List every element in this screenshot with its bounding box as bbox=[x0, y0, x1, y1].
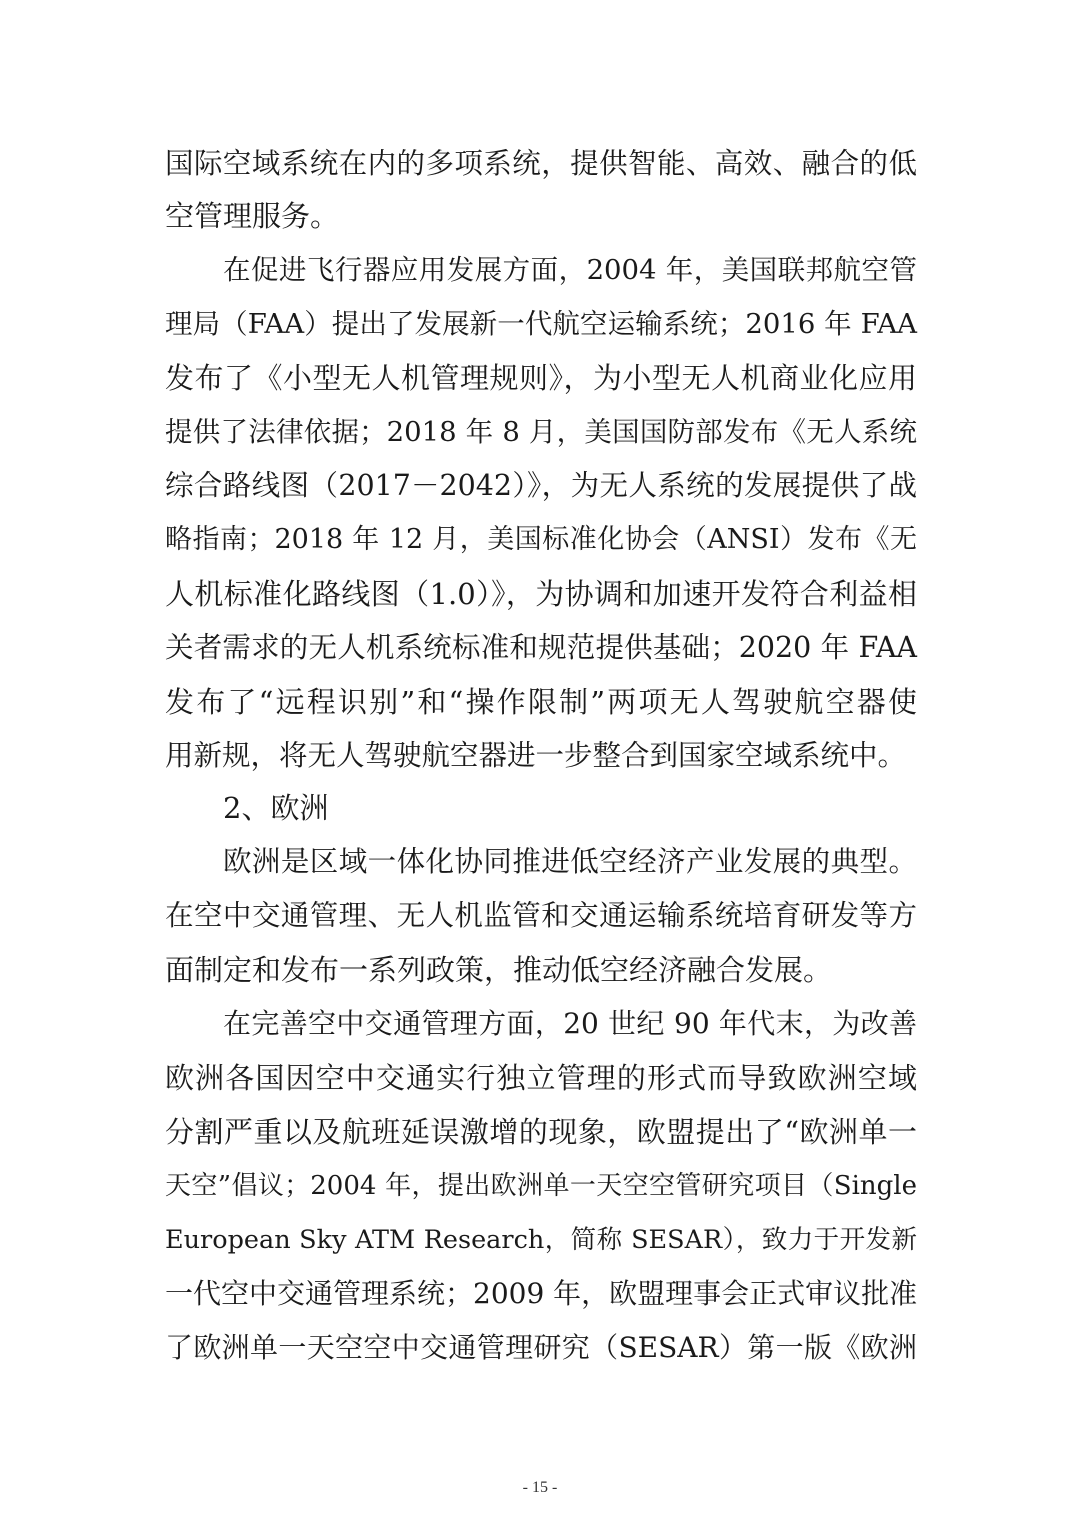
text-line: 欧洲是区域一体化协同推进低空经济产业发展的典型。 bbox=[223, 845, 917, 878]
section-heading: 2、欧洲 bbox=[223, 791, 329, 825]
text-line: 欧洲各国因空中交通实行独立管理的形式而导致欧洲空域 bbox=[165, 1061, 917, 1095]
text-line: 在空中交通管理、无人机监管和交通运输系统培育研发等方 bbox=[165, 899, 917, 932]
text-line: 发布了《小型无人机管理规则》，为小型无人机商业化应用 bbox=[165, 361, 917, 395]
text-line: 一代空中交通管理系统；2009 年，欧盟理事会正式审议批准 bbox=[165, 1277, 918, 1310]
text-line: 略指南；2018 年 12 月，美国标准化协会（ANSI）发布《无 bbox=[165, 524, 917, 555]
text-line: 空管理服务。 bbox=[165, 199, 340, 233]
text-line: 综合路线图（2017－2042）》，为无人系统的发展提供了战 bbox=[165, 469, 917, 502]
text-line: 在完善空中交通管理方面，20 世纪 90 年代末，为改善 bbox=[223, 1007, 917, 1040]
text-line: 国际空域系统在内的多项系统，提供智能、高效、融合的低 bbox=[165, 147, 917, 180]
text-line: 人机标准化路线图（1.0）》，为协调和加速开发符合利益相 bbox=[165, 577, 917, 611]
text-line: 发布了“远程识别”和“操作限制”两项无人驾驶航空器使 bbox=[165, 685, 917, 719]
text-line: 面制定和发布一系列政策，推动低空经济融合发展。 bbox=[165, 953, 833, 987]
text-line: 分割严重以及航班延误激增的现象，欧盟提出了“欧洲单一 bbox=[165, 1115, 917, 1149]
text-line: 关者需求的无人机系统标准和规范提供基础；2020 年 FAA bbox=[165, 631, 917, 664]
text-line: 在促进飞行器应用发展方面，2004 年，美国联邦航空管 bbox=[223, 254, 917, 286]
text-line: 了欧洲单一天空空中交通管理研究（SESAR）第一版《欧洲 bbox=[165, 1331, 917, 1364]
text-line: 用新规，将无人驾驶航空器进一步整合到国家空域系统中。 bbox=[165, 739, 907, 772]
text-line: European Sky ATM Research，简称 SESAR），致力于开发新 bbox=[165, 1225, 917, 1255]
page-number: - 15 - bbox=[522, 1479, 558, 1496]
text-line: 提供了法律依据；2018 年 8 月，美国国防部发布《无人系统 bbox=[165, 416, 917, 448]
text-line: 理局（FAA）提出了发展新一代航空运输系统；2016 年 FAA bbox=[165, 308, 917, 340]
text-line: 天空”倡议；2004 年，提出欧洲单一天空空管研究项目（Single bbox=[165, 1171, 917, 1201]
